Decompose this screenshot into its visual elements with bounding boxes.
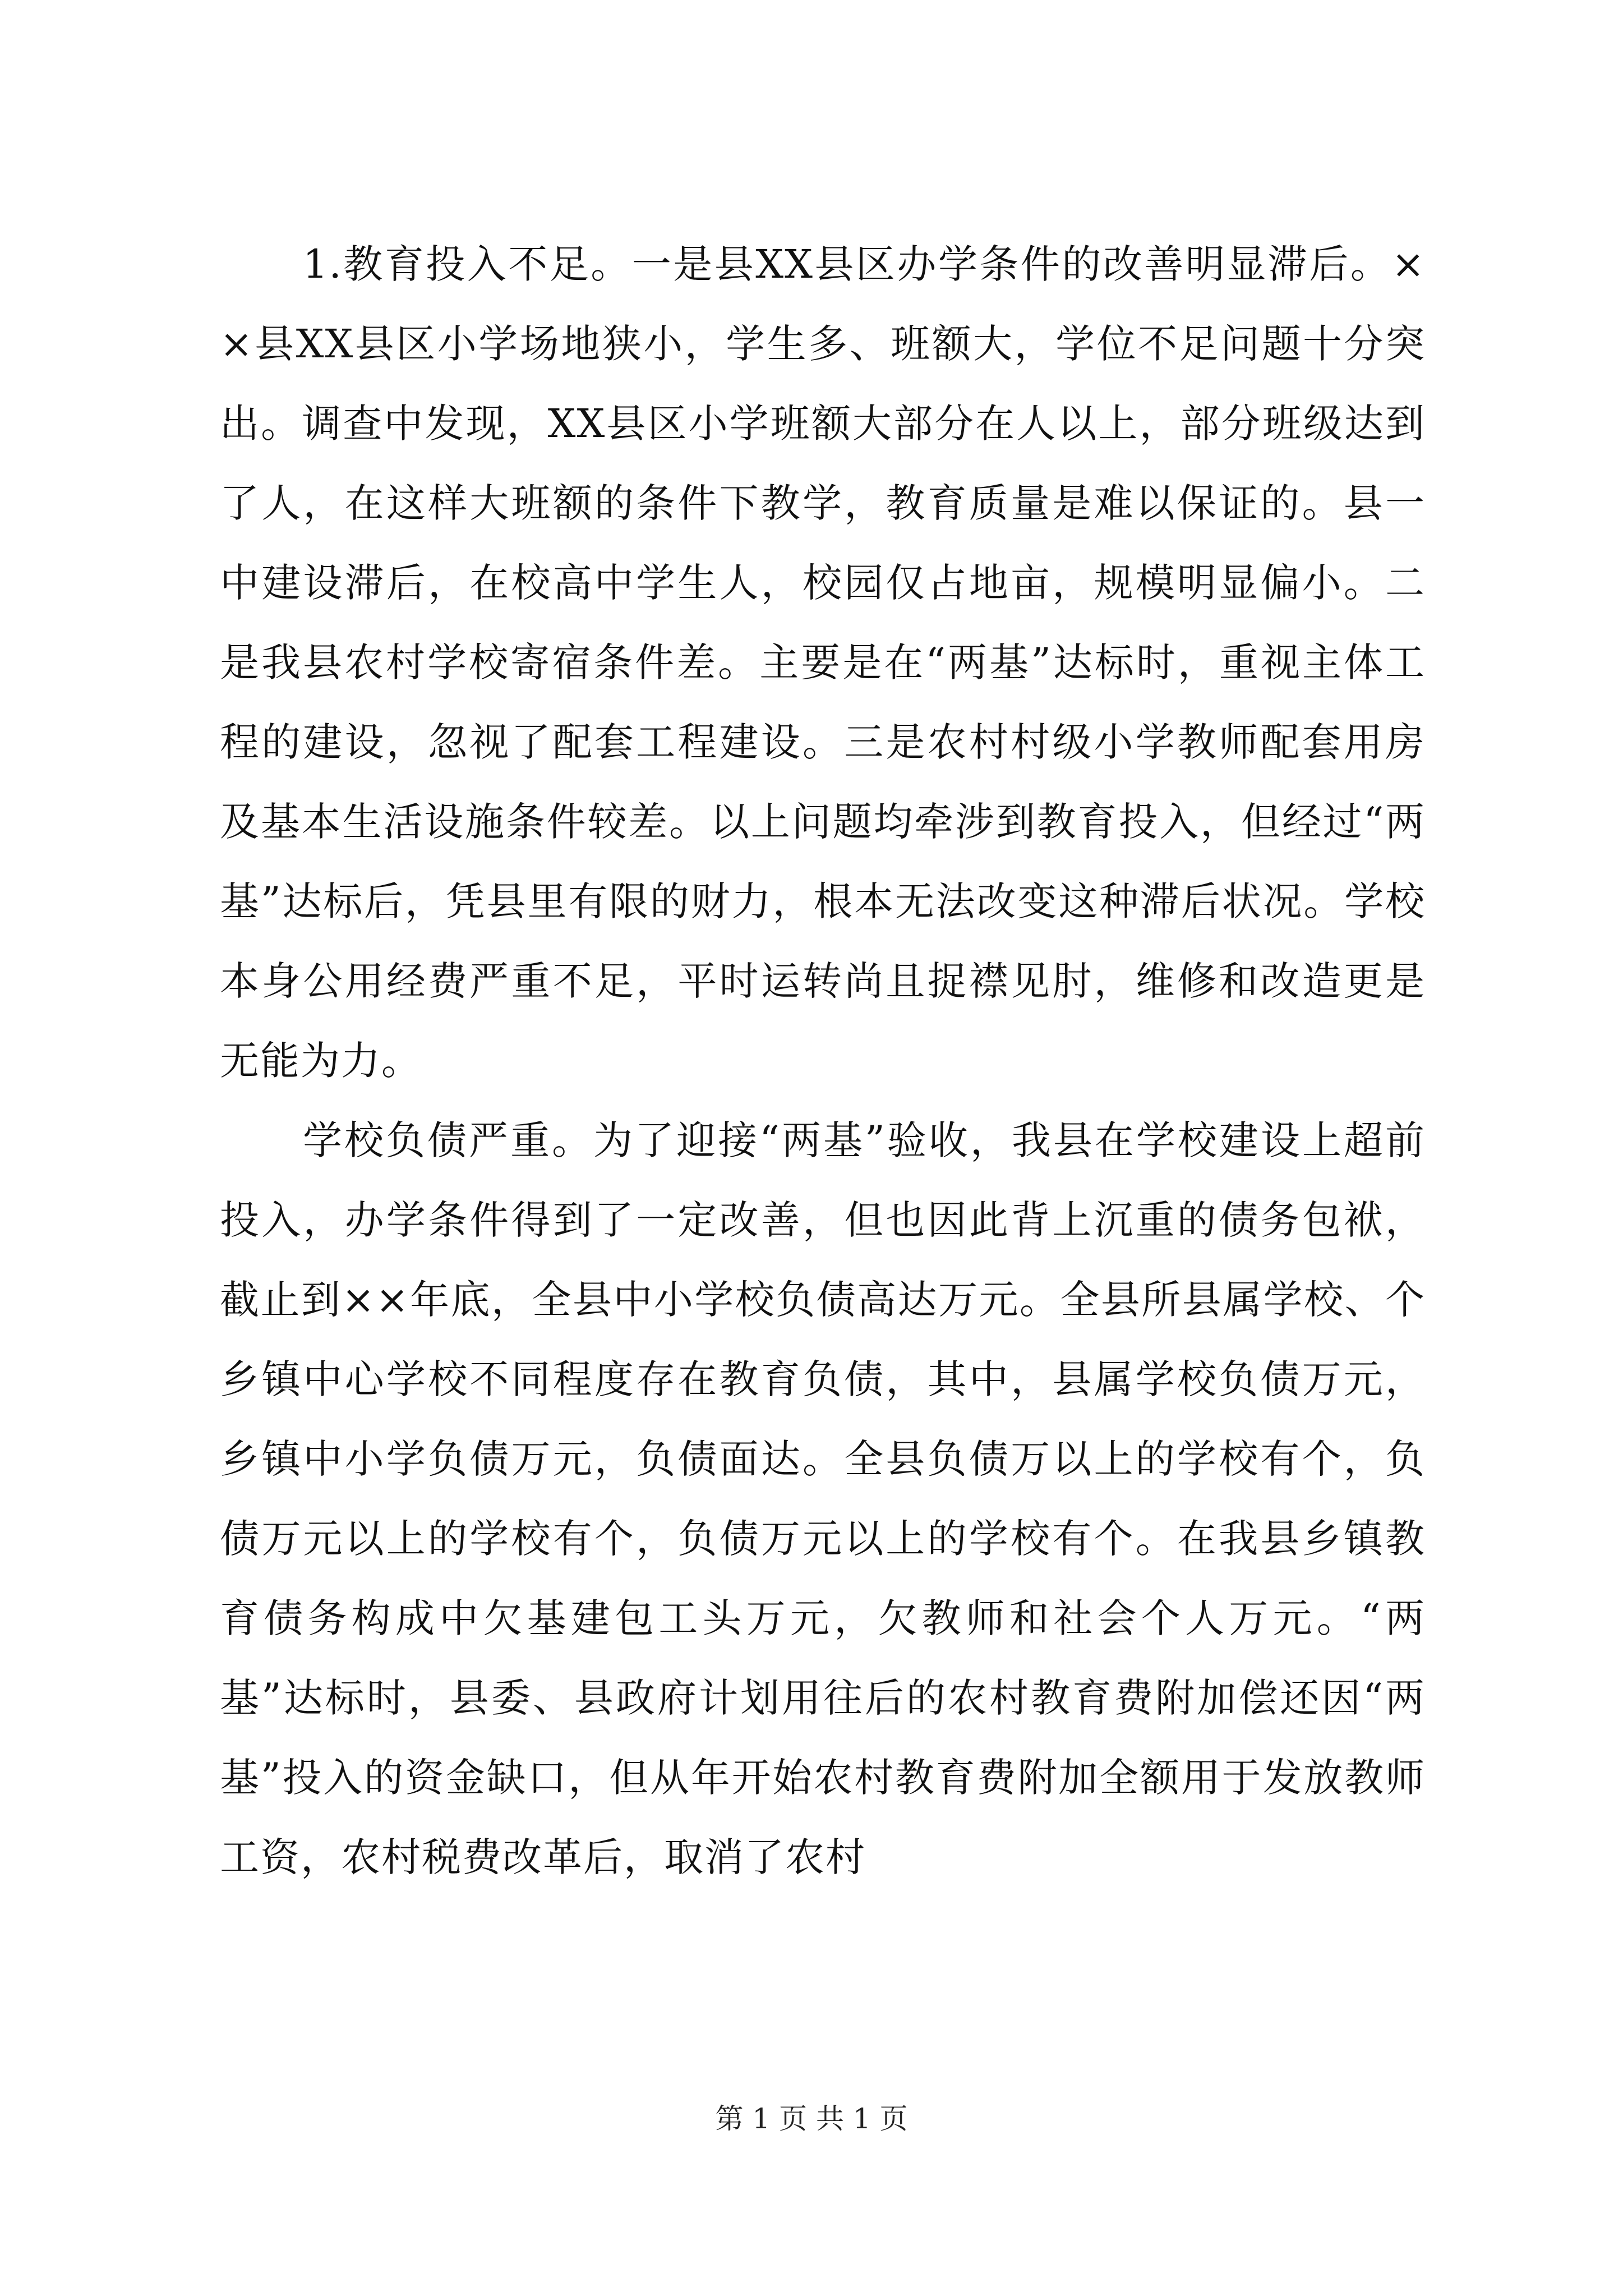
page-footer: 第 1 页 共 1 页 [715,2102,908,2135]
paragraph-education-investment: 1.教育投入不足。一是县XX县区办学条件的改善明显滞后。××县XX县区小学场地狭小，学生多、班额大，学位不足问题十分突出。调查中发现，XX县区小学班额大部分在人以上，部分班级达到了人，在这样大班额的条件下教学，教育质量是难以保证的。县一中建设滞后，在校高中学生人，校园仅占地亩，规模明显偏小。二是我县农村学校寄宿条件差。主要是在“两基”达标时，重视主体工程的建设，忽视了配套工程建设。三是农村村级小学教师配套用房及基本生活设施条件较差。以上问题均牵涉到教育投入，但经过“两基”达标后，凭县里有限的财力，根本无法改变这种滞后状况。学校本身公用经费严重不足，平时运转尚且捉襟见肘，维修和改造更是无能为力。 [220,241,1426,1084]
document-body [220,224,1426,1897]
paragraph-school-debt: 学校负债严重。为了迎接“两基”验收，我县在学校建设上超前投入，办学条件得到了一定改善，但也因此背上沉重的债务包袱，截止到××年底，全县中小学校负债高达万元。全县所县属学校、个乡镇中心学校不同程度存在教育负债，其中，县属学校负债万元，乡镇中小学负债万元，负债面达。全县负债万以上的学校有个，负债万元以上的学校有个，负债万元以上的学校有个。在我县乡镇教育债务构成中欠基建包工头万元，欠教师和社会个人万元。“两基”达标时，县委、县政府计划用往后的农村教育费附加偿还因“两基”投入的资金缺口，但从年开始农村教育费附加全额用于发放教师工资，农村税费改革后，取消了农村 [220,1117,1426,1880]
